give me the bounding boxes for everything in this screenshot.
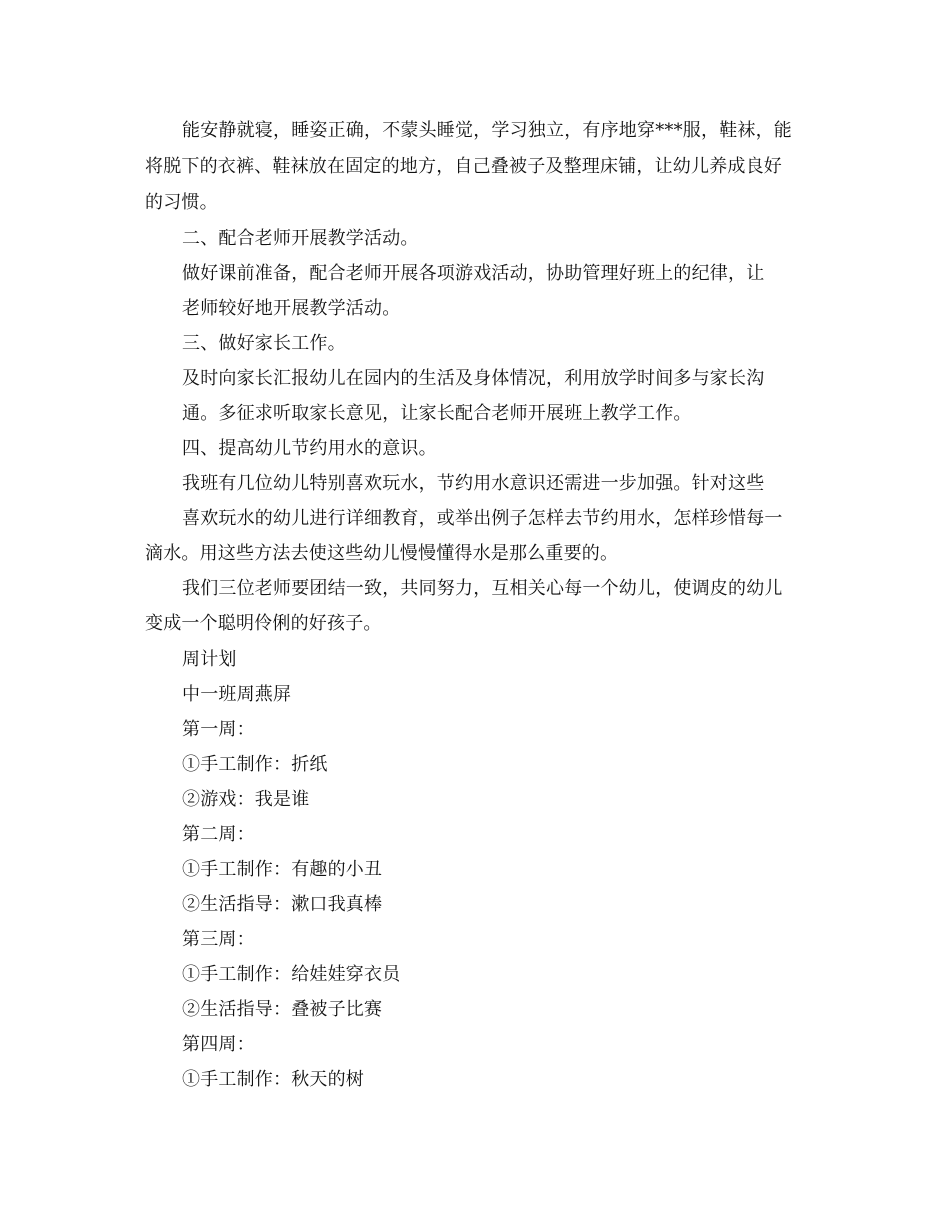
paragraph-line: 我们三位老师要团结一致，共同努力，互相关心每一个幼儿，使调皮的幼儿 bbox=[182, 578, 783, 599]
plan-item: ②生活指导：漱口我真棒 bbox=[182, 894, 383, 915]
plan-author: 中一班周燕屏 bbox=[182, 684, 292, 705]
paragraph-line: 将脱下的衣裤、鞋袜放在固定的地方，自己叠被子及整理床铺，让幼儿养成良好 bbox=[145, 156, 782, 177]
plan-item: ①手工制作：折纸 bbox=[182, 754, 328, 775]
plan-title: 周计划 bbox=[182, 649, 237, 670]
section-heading: 三、做好家长工作。 bbox=[182, 333, 346, 354]
paragraph-line: 做好课前准备，配合老师开展各项游戏活动，协助管理好班上的纪律，让 bbox=[182, 263, 765, 284]
plan-item: ①手工制作：给娃娃穿衣员 bbox=[182, 964, 401, 985]
paragraph-line: 喜欢玩水的幼儿进行详细教育，或举出例子怎样去节约用水，怎样珍惜每一 bbox=[182, 508, 783, 529]
week-heading: 第四周： bbox=[182, 1034, 255, 1055]
paragraph-line: 我班有几位幼儿特别喜欢玩水，节约用水意识还需进一步加强。针对这些 bbox=[182, 473, 765, 494]
plan-item: ①手工制作：秋天的树 bbox=[182, 1069, 364, 1090]
paragraph-line: 的习惯。 bbox=[145, 192, 218, 213]
week-heading: 第一周： bbox=[182, 719, 255, 740]
paragraph-line: 能安静就寝，睡姿正确，不蒙头睡觉，学习独立，有序地穿***服，鞋袜，能 bbox=[182, 120, 792, 141]
week-heading: 第二周： bbox=[182, 824, 255, 845]
plan-item: ②游戏：我是谁 bbox=[182, 789, 310, 810]
paragraph-line: 及时向家长汇报幼儿在园内的生活及身体情况，利用放学时间多与家长沟 bbox=[182, 368, 765, 389]
plan-item: ①手工制作：有趣的小丑 bbox=[182, 859, 383, 880]
paragraph-line: 滴水。用这些方法去使这些幼儿慢慢懂得水是那么重要的。 bbox=[145, 543, 619, 564]
paragraph-line: 老师较好地开展教学活动。 bbox=[182, 298, 401, 319]
paragraph-line: 变成一个聪明伶俐的好孩子。 bbox=[145, 613, 382, 634]
section-heading: 四、提高幼儿节约用水的意识。 bbox=[182, 438, 437, 459]
plan-item: ②生活指导：叠被子比赛 bbox=[182, 999, 383, 1020]
section-heading: 二、配合老师开展教学活动。 bbox=[182, 228, 419, 249]
week-heading: 第三周： bbox=[182, 929, 255, 950]
paragraph-line: 通。多征求听取家长意见，让家长配合老师开展班上教学工作。 bbox=[182, 403, 692, 424]
